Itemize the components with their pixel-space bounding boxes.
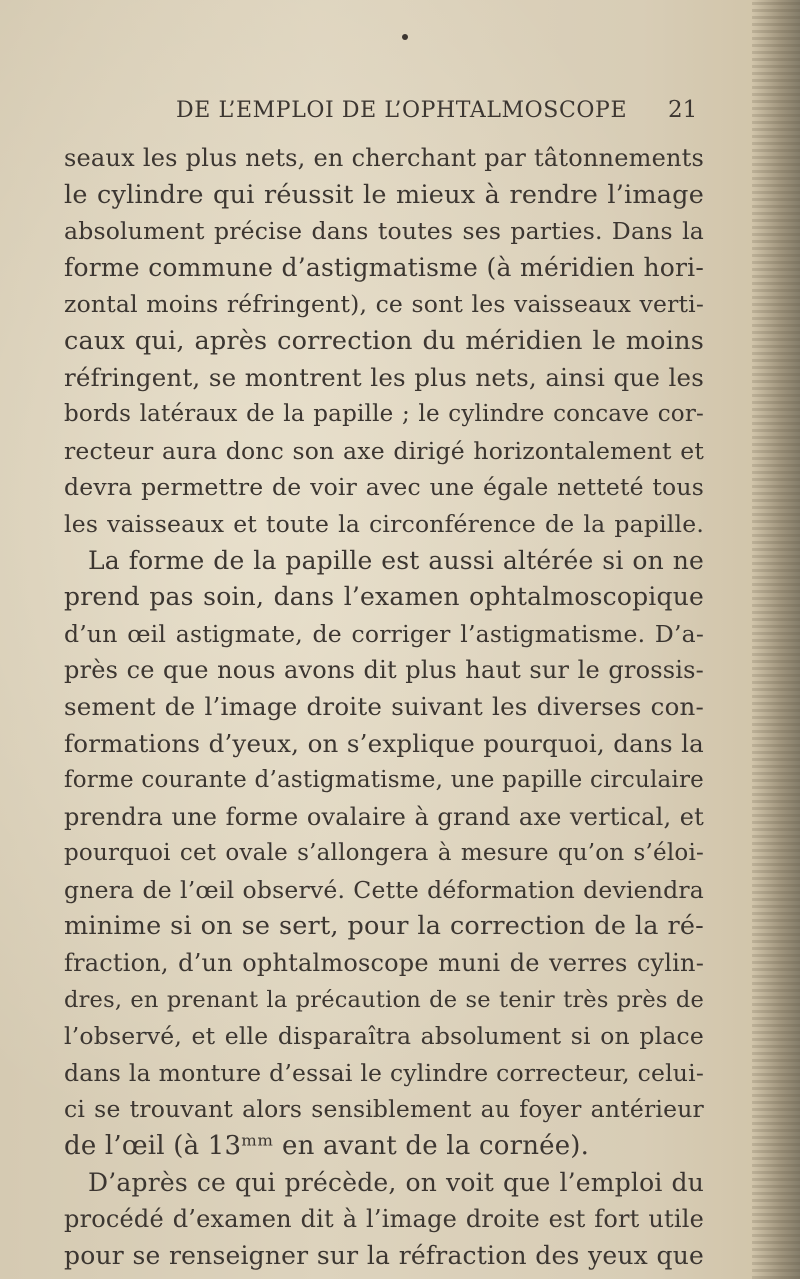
- text-line: dans la monture d’essai le cylindre correcteur, celui-: [64, 1058, 704, 1087]
- ink-dot: [402, 34, 408, 40]
- text-line: absolument précise dans toutes ses parties. Dans la: [64, 217, 704, 246]
- text-line: fraction, d’un ophtalmoscope muni de verres cylin-: [64, 949, 704, 978]
- text-line: prendra une forme ovalaire à grand axe vertical, et: [64, 802, 704, 831]
- text-line: bords latéraux de la papille ; le cylindre concave cor-: [64, 401, 704, 428]
- text-line: minime si on se sert, pour la correction de la ré-: [64, 911, 704, 942]
- text-line: procédé d’examen dit à l’image droite est fort utile: [64, 1205, 704, 1234]
- text-line: caux qui, après correction du méridien le moins: [64, 325, 704, 356]
- text-line: l’observé, et elle disparaîtra absolument si on place: [64, 1022, 704, 1051]
- text-line: zontal moins réfringent), ce sont les vaisseaux verti-: [64, 290, 704, 319]
- text-line: D’après ce qui précède, on voit que l’emploi du: [88, 1167, 704, 1197]
- text-line: forme commune d’astigmatisme (à méridien hori-: [64, 252, 704, 282]
- body-text: [64, 140, 704, 1274]
- text-line: sement de l’image droite suivant les diverses con-: [64, 691, 704, 721]
- text-line: devra permettre de voir avec une égale netteté tous: [64, 473, 704, 502]
- text-line: ci se trouvant alors sensiblement au foyer antérieur: [64, 1095, 704, 1124]
- text-line: d’un œil astigmate, de corriger l’astigmatisme. D’a-: [64, 619, 704, 648]
- page-edge-shadow: [752, 0, 800, 1279]
- text-line: près ce que nous avons dit plus haut sur le grossis-: [64, 656, 704, 685]
- text-line: de l’œil (à 13ᵐᵐ en avant de la cornée).: [64, 1131, 590, 1162]
- text-line: gnera de l’œil observé. Cette déformation deviendra: [64, 875, 704, 904]
- text-line: le cylindre qui réussit le mieux à rendre l’image: [64, 179, 704, 210]
- text-line: seaux les plus nets, en cherchant par tâtonnements: [64, 144, 704, 172]
- text-line: réfringent, se montrent les plus nets, ainsi que les: [64, 362, 704, 392]
- text-line: prend pas soin, dans l’examen ophtalmoscopique: [64, 582, 704, 612]
- text-line: formations d’yeux, on s’explique pourquoi, dans la: [64, 728, 704, 758]
- text-line: pourquoi cet ovale s’allongera à mesure qu’on s’éloi-: [64, 840, 704, 867]
- text-line: forme courante d’astigmatisme, une papille circulaire: [64, 767, 704, 794]
- text-line: les vaisseaux et toute la circonférence de la papille.: [64, 509, 704, 538]
- text-line: dres, en prenant la précaution de se tenir très près de: [64, 986, 704, 1013]
- text-line: pour se renseigner sur la réfraction des yeux que: [64, 1240, 704, 1270]
- page-number: 21: [668, 97, 698, 123]
- running-head: DE L’EMPLOI DE L’OPHTALMOSCOPE: [176, 98, 628, 123]
- text-line: La forme de la papille est aussi altérée si on ne: [88, 545, 704, 575]
- text-line: recteur aura donc son axe dirigé horizontalement et: [64, 436, 704, 465]
